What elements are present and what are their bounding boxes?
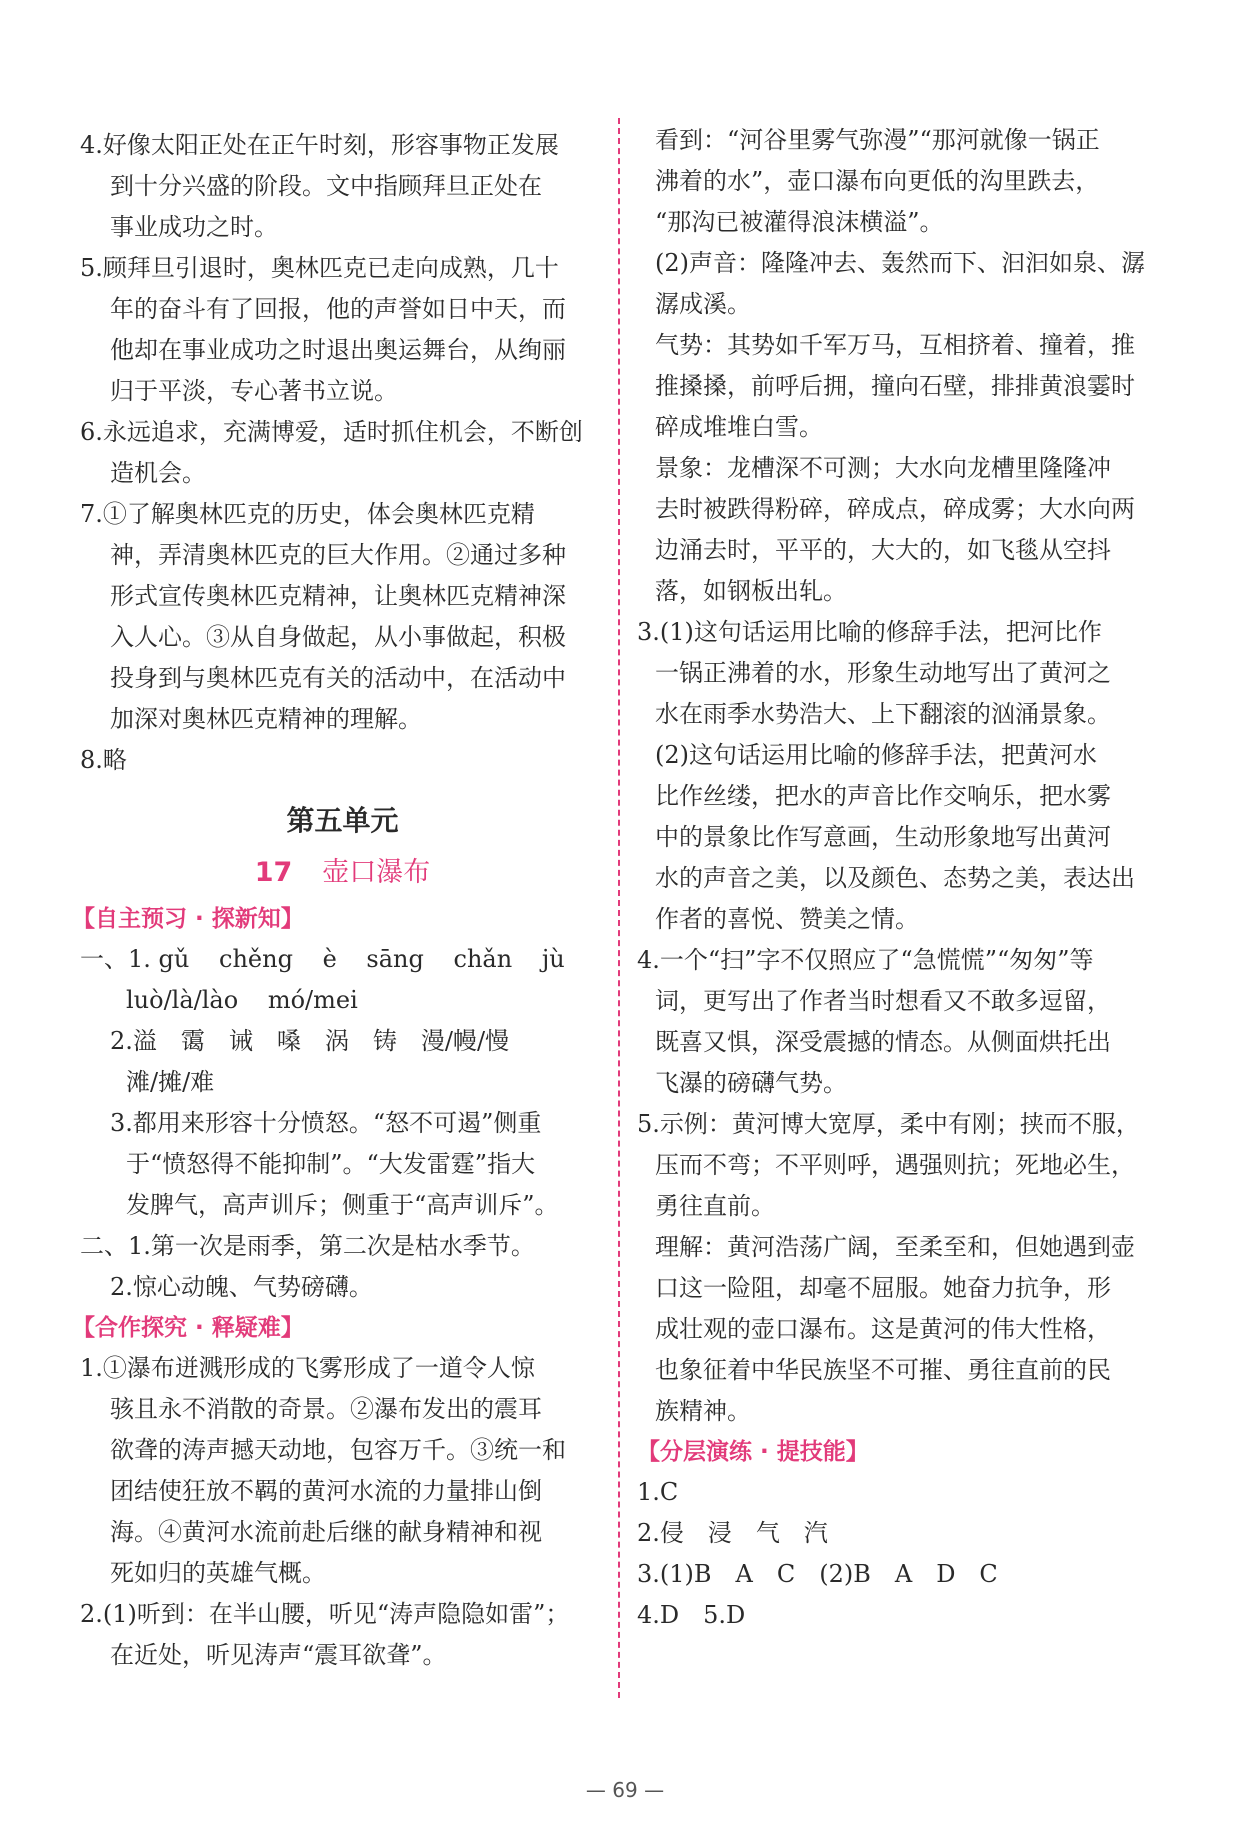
answer-line: 归于平淡，专心著书立说。 <box>110 377 398 405</box>
answer-line: 4.一个“扫”字不仅照应了“急慌慌”“匆匆”等 <box>637 946 1094 974</box>
answer-line: 5.示例：黄河博大宽厚，柔中有刚；挟而不服， <box>637 1110 1140 1138</box>
section-header-preview: 【自主预习 · 探新知】 <box>72 906 304 932</box>
answer-line: 碎成堆堆白雪。 <box>655 413 823 441</box>
answer-line: 发脾气，高声训斥；侧重于“高声训斥”。 <box>126 1191 559 1219</box>
answer-line: 5.顾拜旦引退时，奥林匹克已走向成熟，几十 <box>80 254 559 282</box>
answer-line: 作者的喜悦、赞美之情。 <box>655 905 919 933</box>
answer-q7 <box>80 494 605 740</box>
answer-line: 海。④黄河水流前赴后继的献身精神和视 <box>110 1518 542 1546</box>
chars-answers: 溢 霭 诫 嗓 涡 铸 漫/幔/慢 <box>132 1027 510 1055</box>
answer-line: 他却在事业成功之时退出奥运舞台，从绚丽 <box>110 336 566 364</box>
answer-line: 造机会。 <box>110 459 206 487</box>
answer-q3-metaphor <box>637 612 1170 735</box>
answer-line: 口这一险阻，却毫不屈服。她奋力抗争，形 <box>655 1274 1111 1302</box>
answer-line: 气势：其势如千军万马，互相挤着、撞着，推 <box>655 331 1135 359</box>
answer-line: 加深对奥林匹克精神的理解。 <box>110 705 422 733</box>
answer-line: 在近处，听见涛声“震耳欲聋”。 <box>110 1641 447 1669</box>
exercise-answer-4-5: 4.D 5.D <box>637 1601 746 1629</box>
answer-q3-part2 <box>655 735 1170 940</box>
pinyin-prefix: 一、1. <box>80 945 151 973</box>
answer-line: 4.好像太阳正处在正午时刻，形容事物正发展 <box>80 131 559 159</box>
answer-line: (2)声音：隆隆冲去、轰然而下、汩汩如泉、潺 <box>655 249 1145 277</box>
answer-line: 看到：“河谷里雾气弥漫”“那河就像一锅正 <box>655 126 1100 154</box>
page-number: — 69 — <box>585 1778 665 1802</box>
answer-line: 年的奋斗有了回报，他的声誉如日中天，而 <box>110 295 566 323</box>
pinyin-item: jù <box>541 945 565 973</box>
pinyin-row <box>80 980 605 1021</box>
answer-line: 族精神。 <box>655 1397 751 1425</box>
answer-q6 <box>80 412 605 494</box>
answer-line: 勇往直前。 <box>655 1192 775 1220</box>
answer-line: 水在雨季水势浩大、上下翻滚的汹涌景象。 <box>655 700 1111 728</box>
chars-row: 滩/摊/难 <box>126 1068 215 1096</box>
answer-line: 一锅正沸着的水，形象生动地写出了黄河之 <box>655 659 1111 687</box>
pinyin-row <box>80 939 605 980</box>
chars-prefix: 2. <box>110 1027 133 1055</box>
answer-line: 也象征着中华民族坚不可摧、勇往直前的民 <box>655 1356 1111 1384</box>
answer-line: 到十分兴盛的阶段。文中指顾拜旦正处在 <box>110 172 542 200</box>
answer-line: (2)这句话运用比喻的修辞手法，把黄河水 <box>655 741 1097 769</box>
answer-line: 飞瀑的磅礴气势。 <box>655 1069 847 1097</box>
lesson-name: 壶口瀑布 <box>322 857 431 888</box>
part2-answer-2: 2.惊心动魄、气势磅礴。 <box>110 1273 373 1301</box>
answer-line: 2.(1)听到：在半山腰，听见“涛声隐隐如雷”； <box>80 1600 570 1628</box>
answer-line: 沸着的水”，壶口瀑布向更低的沟里跌去， <box>655 167 1100 195</box>
answer-line: 比作丝缕，把水的声音比作交响乐，把水雾 <box>655 782 1111 810</box>
answer-line: 事业成功之时。 <box>110 213 278 241</box>
answer-q3-words <box>80 1103 605 1226</box>
answer-line: 死如归的英雄气概。 <box>110 1559 326 1587</box>
left-column <box>72 125 605 1676</box>
exercise-answer-2: 2.侵 浸 气 汽 <box>637 1519 828 1547</box>
answer-q4 <box>80 125 605 248</box>
answer-line: 神，弄清奥林匹克的巨大作用。②通过多种 <box>110 541 566 569</box>
exercise-answer-1: 1.C <box>637 1478 679 1506</box>
lesson-number: 17 <box>254 857 293 888</box>
answer-line: 推搡搡，前呼后拥，撞向石壁，排排黄浪霎时 <box>655 372 1135 400</box>
pinyin-item: è <box>322 945 337 973</box>
answer-line: 词，更写出了作者当时想看又不敢多逗留， <box>655 987 1111 1015</box>
answer-q5-right <box>637 1104 1170 1227</box>
answer-line: 团结使狂放不羁的黄河水流的力量排山倒 <box>110 1477 542 1505</box>
answer-line: 理解：黄河浩荡广阔，至柔至和，但她遇到壶 <box>655 1233 1135 1261</box>
answer-line: 欲聋的涛声撼天动地，包容万千。③统一和 <box>110 1436 566 1464</box>
answer-line: 6.永远追求，充满博爱，适时抓住机会，不断创 <box>80 418 583 446</box>
answer-line: 落，如钢板出轧。 <box>655 577 847 605</box>
answer-line: 去时被跌得粉碎，碎成点，碎成雾；大水向两 <box>655 495 1135 523</box>
right-column <box>637 120 1170 1636</box>
answer-line: 压而不弯；不平则呼，遇强则抗；死地必生， <box>655 1151 1135 1179</box>
answer-q8: 8.略 <box>80 746 127 774</box>
pinyin-item: luò/là/lào <box>126 986 239 1014</box>
unit-title: 第五单元 <box>286 804 399 837</box>
column-divider <box>618 118 620 1698</box>
answer-seen <box>655 120 1170 243</box>
answer-line: 景象：龙槽深不可测；大水向龙槽里隆隆冲 <box>655 454 1111 482</box>
answer-line: “那沟已被灌得浪沫横溢”。 <box>655 208 944 236</box>
answer-line: 骇且永不消散的奇景。②瀑布发出的震耳 <box>110 1395 542 1423</box>
answer-line: 边涌去时，平平的，大大的，如飞毯从空抖 <box>655 536 1111 564</box>
answer-line: 于“愤怒得不能抑制”。“大发雷霆”指大 <box>126 1150 536 1178</box>
answer-line: 投身到与奥林匹克有关的活动中，在活动中 <box>110 664 566 692</box>
section-header-explore: 【合作探究 · 释疑难】 <box>72 1315 304 1341</box>
answer-line: 入人心。③从自身做起，从小事做起，积极 <box>110 623 566 651</box>
pinyin-item: mó/mei <box>267 986 358 1014</box>
explore-answer-1 <box>80 1348 605 1594</box>
pinyin-item: chěng <box>219 945 293 973</box>
answer-scene <box>655 448 1170 612</box>
answer-momentum <box>655 325 1170 448</box>
explore-answer-2 <box>80 1594 605 1676</box>
answer-line: 中的景象比作写意画，生动形象地写出黄河 <box>655 823 1111 851</box>
answer-understanding <box>655 1227 1170 1432</box>
answer-line: 水的声音之美，以及颜色、态势之美，表达出 <box>655 864 1135 892</box>
answer-sound <box>655 243 1170 325</box>
answer-line: 3.(1)这句话运用比喻的修辞手法，把河比作 <box>637 618 1102 646</box>
lesson-title <box>80 851 605 895</box>
answer-line: 成壮观的壶口瀑布。这是黄河的伟大性格， <box>655 1315 1111 1343</box>
answer-q5 <box>80 248 605 412</box>
exercise-answer-3: 3.(1)B A C (2)B A D C <box>637 1560 998 1588</box>
answer-line: 形式宣传奥林匹克精神，让奥林匹克精神深 <box>110 582 566 610</box>
section-header-practice: 【分层演练 · 提技能】 <box>637 1439 869 1465</box>
pinyin-item: sāng <box>366 945 424 973</box>
answer-line: 7.①了解奥林匹克的历史，体会奥林匹克精 <box>80 500 535 528</box>
answer-line: 1.①瀑布迸溅形成的飞雾形成了一道令人惊 <box>80 1354 535 1382</box>
pinyin-item: chǎn <box>453 945 513 973</box>
answer-line: 既喜又惧，深受震撼的情态。从侧面烘托出 <box>655 1028 1111 1056</box>
chars-row <box>80 1021 605 1062</box>
answer-line: 潺成溪。 <box>655 290 751 318</box>
pinyin-item: gǔ <box>158 945 190 973</box>
answer-line: 3.都用来形容十分愤怒。“怒不可遏”侧重 <box>110 1109 542 1137</box>
answer-q4-right <box>637 940 1170 1104</box>
part2-answer-1: 二、1.第一次是雨季，第二次是枯水季节。 <box>80 1232 535 1260</box>
